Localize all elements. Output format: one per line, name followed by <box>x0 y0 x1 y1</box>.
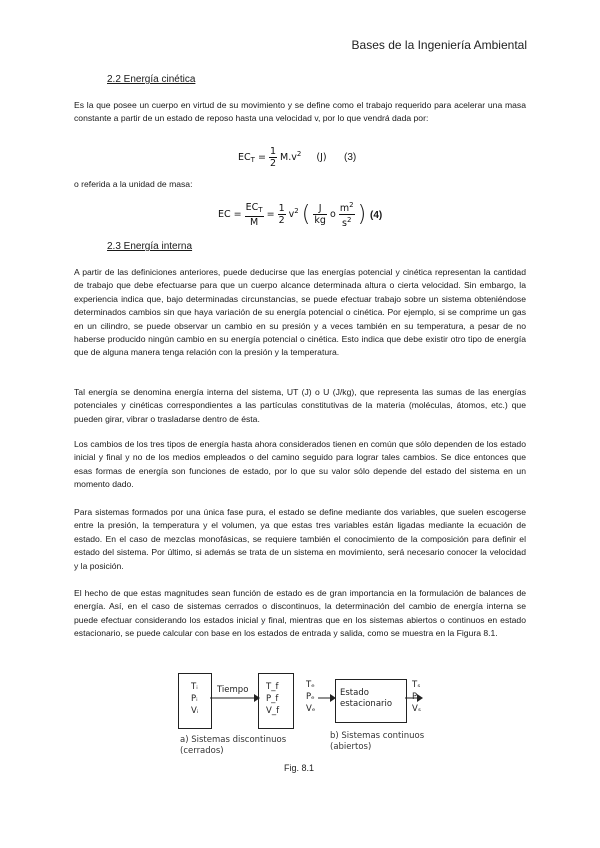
eq4-u2-num-sup: 2 <box>349 201 354 209</box>
figure-b-caption <box>330 731 424 753</box>
figure-b-inlet-arrow <box>318 690 336 704</box>
eq4-or: o <box>330 209 336 220</box>
paragraph-energy-balances: El hecho de que estas magnitudes sean función de estado es de gran importancia en la formulación de balances de energía. Así, en el caso de sistemas cerrados o discontinuos, la determinación del cambio de energía interna se puede efectuar considerando los estados inicial y final, mientras que en los sistemas abiertos o continuos en estado estacionario, se puede calcular con base en los estados de entrada y salida, como se muestra en la Figura 8.1. <box>74 588 526 639</box>
paragraph-internal-energy-intro: A partir de las definiciones anteriores, puede deducirse que las energías potencial y cinética representan la cantidad de trabajo que debe efectuarse para que un cuerpo alcance determinada altura o cierta velocidad. Sin embargo, la experiencia indica que, bajo determinadas circunstancias, se puede efectuar trabajo sobre un sistema obteniéndose determinados cambios sin que haya variación de su energía potencial o cinética. Por ejemplo, si se comprime un gas en un cilindro, se puede observar un cambio en su presión y a veces también en su temperatura, a pesar de no haberse producido ningún cambio en su energía potencial o cinética. Esto indica que debe existir otro tipo de energía que de alguna manera tenga relación con la presión y la temperatura. <box>74 267 526 358</box>
eq3-lhs-sub: T <box>250 156 255 164</box>
eq4-unit-m2-s2 <box>339 200 355 229</box>
eq4-u1-den: kg <box>314 215 326 226</box>
eq3-lhs: EC <box>238 152 251 163</box>
eq4-u1-num: J <box>313 203 327 215</box>
eq4-v-sup: 2 <box>294 207 299 215</box>
page-header-title: Bases de la Ingeniería Ambiental <box>351 38 527 52</box>
eq3-frac-den: 2 <box>269 158 276 169</box>
figure-caption: Fig. 8.1 <box>284 763 315 773</box>
paragraph-per-unit-mass: o referida a la unidad de masa: <box>74 179 193 189</box>
figure-b-in-var-p: Pₑ <box>306 692 315 702</box>
eq4-frac2-den: 2 <box>278 215 285 226</box>
figure-a-arrow-label: Tiempo <box>217 685 249 695</box>
paragraph-internal-energy-definition: Tal energía se denomina energía interna del sistema, UT (J) o U (J/kg), que representa las sumas de las energías potenciales y cinéticas correspondientes a las partículas constitutivas de la materia (moléculas, átomos, etc.) que pueden girar, vibrar o trasladarse dentro de ésta. <box>74 387 526 424</box>
figure-a-initial-vars <box>191 681 198 717</box>
figure-a-var-v: Vᵢ <box>191 706 199 716</box>
figure-a-arrow <box>210 690 260 704</box>
figure-b-box-line2: estacionario <box>340 699 393 709</box>
figure-b-out-var-v: Vₛ <box>412 704 421 714</box>
figure-b-outlet-vars <box>412 679 421 715</box>
figure-b-in-var-v: Vₑ <box>306 704 316 714</box>
eq3-unit: (J) <box>316 152 327 163</box>
figure-b-caption-line1: b) Sistemas continuos <box>330 731 425 741</box>
figure-a-caption-line2: (cerrados) <box>180 746 224 756</box>
eq4-u2-den: s <box>342 218 347 229</box>
paragraph-single-phase-systems: Para sistemas formados por una única fase pura, el estado se define mediante dos variables, que suelen escogerse entre la presión, la temperatura y el volumen, ya que estas tres variables están ligadas mediante la ecuación de estado. En el caso de mezclas monofásicas, se requiere también el conocimiento de la composición para definir el estado del sistema. Por último, si además se trata de un sistema en movimiento, será necesario conocer la velocidad y la posición. <box>74 507 526 571</box>
eq4-fraction-half <box>278 203 286 226</box>
equation-4-number: (4) <box>370 210 383 221</box>
eq4-frac1-den: M <box>250 216 259 228</box>
figure-b-out-var-p: Pₛ <box>412 692 421 702</box>
figure-b-in-var-t: Tₑ <box>306 680 315 690</box>
equation-3-number: (3) <box>344 152 357 163</box>
figure-a-final-vars <box>266 681 279 717</box>
figure-a-caption-line1: a) Sistemas discontinuos <box>180 735 287 745</box>
equation-4: EC = $\frac{EC_T}{M}$ = $\frac{1}{2}$ $v^2$ ( $\frac{J}{kg}$ o $\frac{m^2}{s^2}$ ) <box>218 201 367 229</box>
eq4-lhs: EC = <box>218 209 242 220</box>
figure-b-caption-line2: (abiertos) <box>330 742 372 752</box>
section-heading-kinetic-energy: 2.2 Energía cinética <box>107 74 196 85</box>
figure-a-caption <box>180 735 286 757</box>
figure-b-out-var-t: Tₛ <box>412 680 421 690</box>
eq4-unit-j-kg <box>313 203 327 226</box>
figure-a-var-t: Tᵢ <box>191 682 198 692</box>
eq4-frac1-num: EC <box>245 201 259 213</box>
eq4-u2-num: m <box>339 203 350 214</box>
eq4-frac1-num-sub: T <box>258 205 263 214</box>
figure-a-out-var-p: P_f <box>266 694 279 704</box>
eq4-frac2-num: 1 <box>278 203 285 214</box>
eq3-rhs: M.v <box>280 152 297 163</box>
figure-b-box-label <box>340 688 392 710</box>
section-heading-internal-energy: 2.3 Energía interna <box>107 241 193 252</box>
figure-a-var-p: Pᵢ <box>191 694 198 704</box>
eq4-fraction-ect-m <box>245 202 264 228</box>
paragraph-state-functions: Los cambios de los tres tipos de energía hasta ahora considerados tienen en común que sólo dependen de los estado inicial y final y no de los medios empleados o del camino seguido para lograr tales cambios. Se dice entonces que esas formas de energía son funciones de estado, por lo que su valor sólo depende del estado del sistema en un momento dado. <box>74 439 526 490</box>
figure-a-out-var-t: T_f <box>266 682 279 692</box>
figure-b-box-line1: Estado <box>340 688 369 698</box>
eq4-u2-den-sup: 2 <box>346 216 352 224</box>
figure-b-inlet-vars <box>306 679 315 715</box>
eq3-rhs-sup: 2 <box>296 150 302 158</box>
figure-a-out-var-v: V_f <box>266 706 280 716</box>
paragraph-kinetic-definition: Es la que posee un cuerpo en virtud de su movimiento y se define como el trabajo requerido para acelerar una masa constante a partir de un estado de reposo hasta una velocidad v, por lo que vendrá dada por: <box>74 100 526 124</box>
eq3-frac-num: 1 <box>269 146 276 157</box>
equation-3: $EC_T$ = $\frac{1}{2}$ $M.v^2$ (J) <box>238 146 327 169</box>
eq3-fraction <box>269 146 277 169</box>
eq4-v: v <box>288 209 295 220</box>
